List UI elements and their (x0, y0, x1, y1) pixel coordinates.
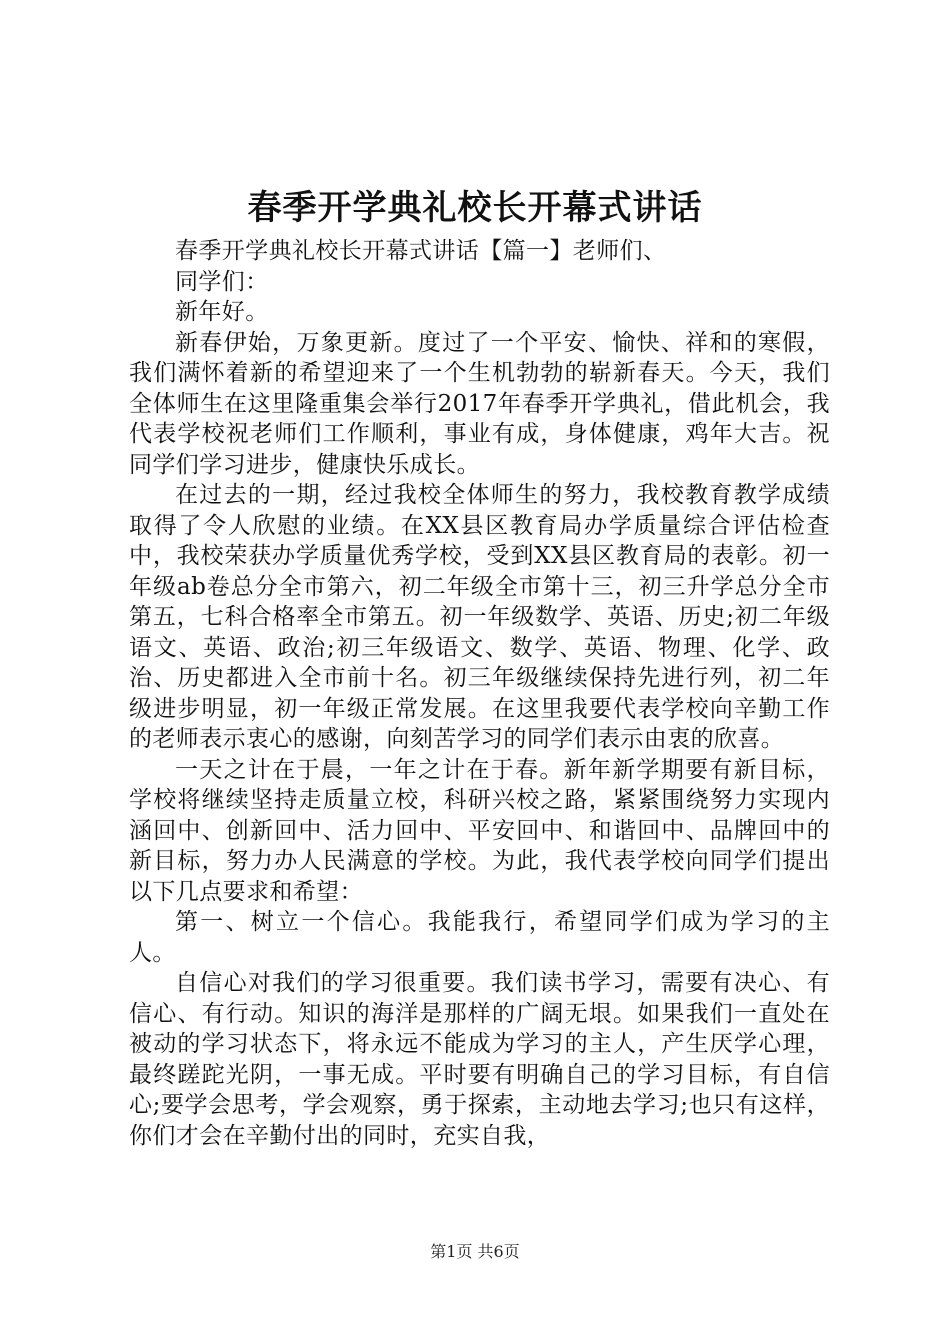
document-title: 春季开学典礼校长开幕式讲话 (247, 188, 703, 228)
paragraph-new-year: 新年好。 (175, 299, 269, 325)
paragraph-greeting-heading: 春季开学典礼校长开幕式讲话【篇一】老师们、 (175, 238, 667, 264)
paragraph-greeting-students: 同学们： (175, 268, 269, 295)
page-number-footer: 第1页 共6页 (430, 1242, 520, 1261)
paragraph-confidence: 自信心对我们的学习很重要。我们读书学习，需要有决心、有信心、有行动。知识的海洋是那样的广阔无垠。如果我们一直处在被动的学习状态下，将永远不能成为学习的主人，产生厌学心理，最终蹉跎光阴，一事无成。平时要有明确自己的学习目标，有自信心;要学会思考，学会观察，勇于探索，主动地去学习;也只有这样，你们才会在辛勤付出的同时，充实自我， (129, 970, 830, 1149)
paragraph-opening: 新春伊始，万象更新。度过了一个平安、愉快、祥和的寒假，我们满怀着新的希望迎来了一个生机勃勃的崭新春天。今天，我们全体师生在这里隆重集会举行2017年春季开学典礼，借此机会，我代表学校祝老师们工作顺利，事业有成，身体健康，鸡年大吉。祝同学们学习进步，健康快乐成长。 (129, 329, 830, 478)
paragraph-goals: 一天之计在于晨，一年之计在于春。新年新学期要有新目标，学校将继续坚持走质量立校，科研兴校之路，紧紧围绕努力实现内涵回中、创新回中、活力回中、平安回中、和谐回中、品牌回中的新目标，努力办人民满意的学校。为此，我代表学校向同学们提出以下几点要求和希望： (129, 756, 830, 905)
paragraph-achievements: 在过去的一期，经过我校全体师生的努力，我校教育教学成绩取得了令人欣慰的业绩。在XX县区教育局办学质量综合评估检查中，我校荣获办学质量优秀学校，受到XX县区教育局的表彰。初一年级ab卷总分全市第六，初二年级全市第十三，初三升学总分全市第五，七科合格率全市第五。初一年级数学、英语、历史;初二年级语文、英语、政治;初三年级语文、数学、英语、物理、化学、政治、历史都进入全市前十名。初三年级继续保持先进行列，初二年级进步明显，初一年级正常发展。在这里我要代表学校向辛勤工作的老师表示衷心的感谢，向刻苦学习的同学们表示由衷的欣喜。 (129, 482, 830, 752)
document-body (129, 236, 830, 1151)
paragraph-first-point: 第一、树立一个信心。我能我行，希望同学们成为学习的主人。 (129, 909, 830, 966)
